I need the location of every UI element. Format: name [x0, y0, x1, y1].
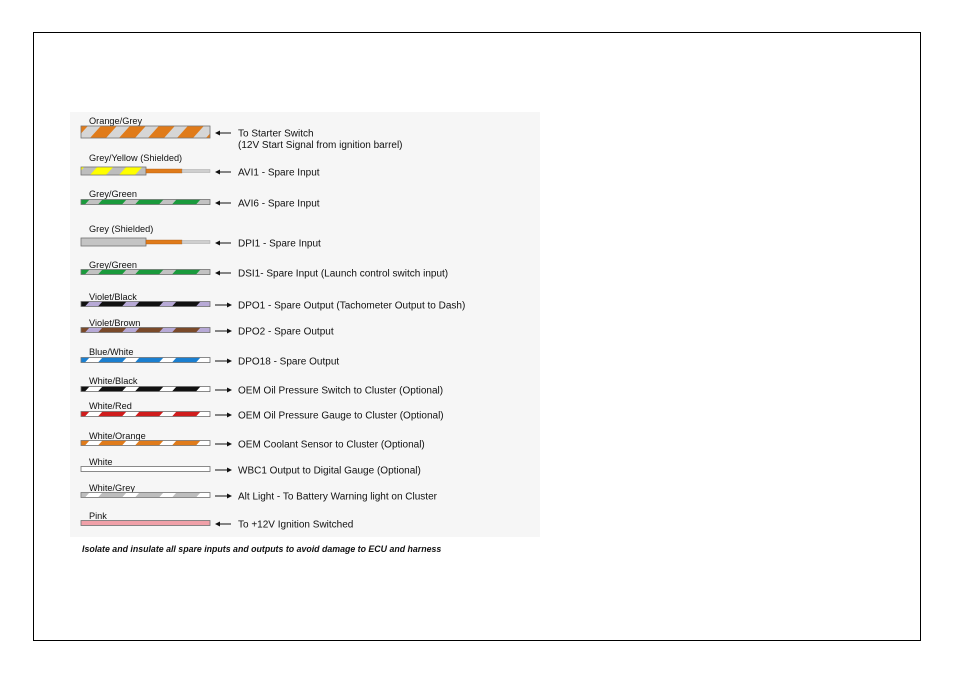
arrow-in-head — [215, 241, 220, 246]
arrow-out-head — [227, 494, 232, 499]
wire-insulation — [81, 238, 146, 246]
wire-description: AVI6 - Spare Input — [238, 198, 320, 210]
wire-label: Grey/Green — [89, 189, 137, 199]
wire-row — [61, 292, 465, 312]
footnote: Isolate and insulate all spare inputs and outputs to avoid damage to ECU and harness — [82, 544, 442, 554]
arrow-out-head — [227, 329, 232, 334]
wire-lead — [182, 241, 210, 244]
wire-description: To +12V Ignition Switched — [238, 519, 354, 531]
wire-label: White/Grey — [89, 483, 135, 493]
wire-description: (12V Start Signal from ignition barrel) — [238, 140, 403, 151]
arrow-out-head — [227, 303, 232, 308]
wire-label: Pink — [89, 511, 107, 521]
wire-insulation — [81, 467, 210, 472]
arrow-out-head — [227, 388, 232, 393]
wire-drain — [146, 169, 182, 173]
wire-insulation — [81, 521, 210, 526]
arrow-out-head — [227, 442, 232, 447]
wire-row — [81, 224, 321, 250]
wire-label: Violet/Brown — [89, 318, 141, 328]
wire-row — [61, 483, 438, 503]
wire-lead — [182, 170, 210, 173]
wire-row — [61, 347, 339, 368]
wire-row — [61, 376, 443, 397]
wire-row — [61, 260, 448, 280]
wire-row — [61, 318, 334, 338]
wire-description: DPO18 - Spare Output — [238, 356, 340, 368]
arrow-in-head — [215, 201, 220, 206]
wire-description: OEM Oil Pressure Gauge to Cluster (Optional) — [238, 410, 444, 422]
arrow-in-head — [215, 522, 220, 527]
arrow-in-head — [215, 131, 220, 136]
wire-label: White/Red — [89, 401, 132, 411]
wire-label: Violet/Black — [89, 292, 137, 302]
wire-row — [61, 116, 403, 151]
wire-row — [61, 153, 320, 179]
wire-label: White — [89, 457, 113, 467]
wire-row — [61, 189, 320, 210]
wire-description: Alt Light - To Battery Warning light on Cluster — [238, 491, 437, 503]
wire-description: To Starter Switch — [238, 128, 314, 140]
arrow-out-head — [227, 413, 232, 418]
wire-row — [81, 457, 421, 477]
wire-label: Grey/Yellow (Shielded) — [89, 153, 183, 163]
arrow-out-head — [227, 359, 232, 364]
arrow-in-head — [215, 271, 220, 276]
wire-description: WBC1 Output to Digital Gauge (Optional) — [238, 465, 421, 477]
wire-label: Blue/White — [89, 347, 134, 357]
wire-row — [81, 511, 353, 531]
wire-description: OEM Coolant Sensor to Cluster (Optional) — [238, 439, 425, 451]
wire-description: DPO2 - Spare Output — [238, 326, 334, 338]
wire-description: AVI1 - Spare Input — [238, 167, 320, 179]
wire-label: Grey (Shielded) — [89, 224, 154, 234]
wire-description: OEM Oil Pressure Switch to Cluster (Optional) — [238, 385, 444, 397]
wire-row — [61, 431, 425, 451]
wire-label: White/Orange — [89, 431, 146, 441]
wire-description: DSI1- Spare Input (Launch control switch input) — [238, 268, 449, 280]
wire-label: Grey/Green — [89, 260, 137, 270]
wire-label: White/Black — [89, 376, 138, 386]
wire-drain — [146, 240, 182, 244]
wire-row — [61, 401, 444, 422]
wire-label: Orange/Grey — [89, 116, 143, 126]
wire-description: DPO1 - Spare Output (Tachometer Output to Dash) — [238, 300, 466, 312]
arrow-in-head — [215, 170, 220, 175]
arrow-out-head — [227, 468, 232, 473]
wire-description: DPI1 - Spare Input — [238, 238, 321, 250]
